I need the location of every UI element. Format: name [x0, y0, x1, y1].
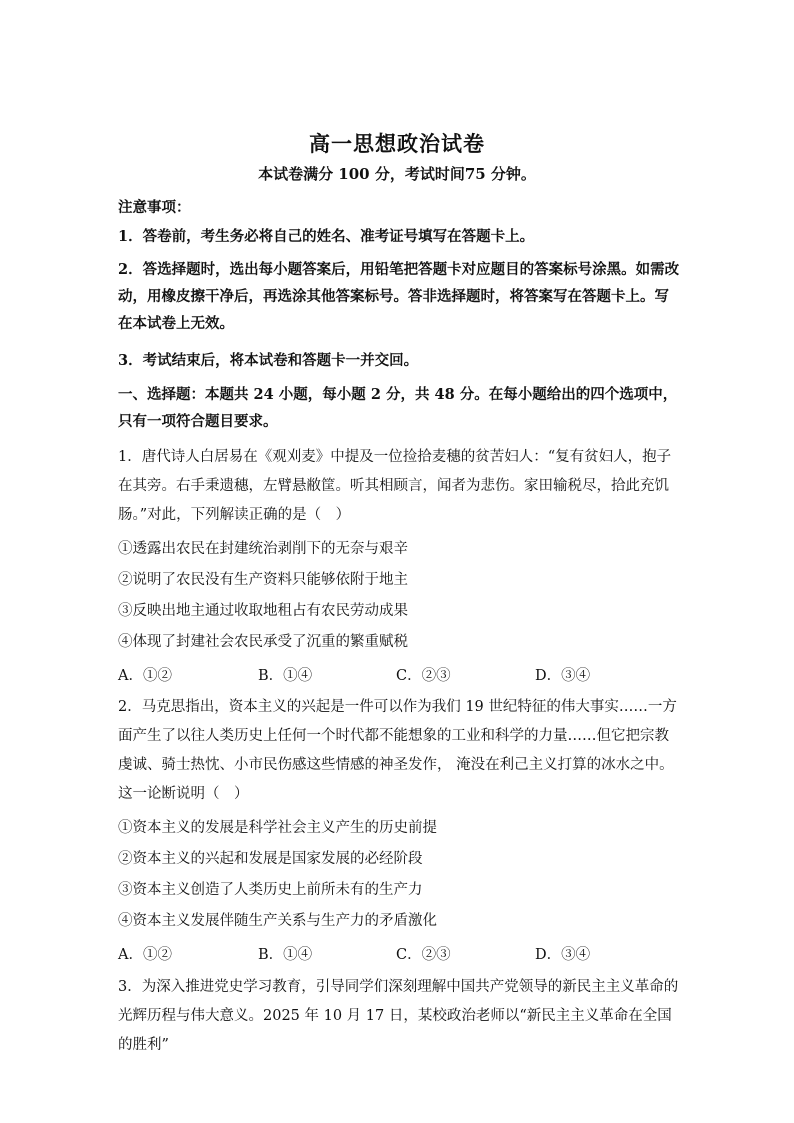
- question-1-statement-2: ②说明了农民没有生产资料只能够依附于地主: [118, 572, 408, 588]
- question-1-statement-3: ③反映出地主通过收取地租占有农民劳动成果: [118, 603, 408, 619]
- notice-item-3: 3．考试结束后，将本试卷和答题卡一并交回。: [118, 352, 419, 369]
- question-1-statement-1: ①透露出农民在封建统治剥削下的无奈与艰辛: [118, 541, 408, 557]
- question-1-choices: [118, 664, 683, 686]
- choice-a: A．①②: [118, 947, 172, 963]
- question-3-stem: 3．为深入推进党史学习教育，引导同学们深刻理解中国共产党领导的新民主主义革命的光辉历程与伟大意义。2025 年 10 月 17 日，某校政治老师以“新民主主义革命在全国的胜利”: [118, 979, 679, 1053]
- question-2-choices: [118, 943, 683, 965]
- question-2-statement-1: ①资本主义的发展是科学社会主义产生的历史前提: [118, 820, 437, 836]
- notice-item-2: 2．答选择题时，选出每小题答案后，用铅笔把答题卡对应题目的答案标号涂黑。如需改动，用橡皮擦干净后，再选涂其他答案标号。答非选择题时，将答案写在答题卡上。写在本试卷上无效。: [118, 261, 680, 332]
- choice-d: D．③④: [535, 947, 591, 963]
- section-heading: 一、选择题：本题共 24 小题，每小题 2 分，共 48 分。在每小题给出的四个选项中，只有一项符合题目要求。: [118, 386, 678, 430]
- choice-c: C．②③: [396, 668, 451, 684]
- question-2-statement-3: ③资本主义创造了人类历史上前所未有的生产力: [118, 882, 423, 898]
- notice-item-1: 1．答卷前，考生务必将自己的姓名、准考证号填写在答题卡上。: [118, 228, 535, 245]
- question-1-statement-4: ④体现了封建社会农民承受了沉重的繁重赋税: [118, 634, 408, 650]
- question-2-stem: 2．马克思指出，资本主义的兴起是一件可以作为我们 19 世纪特征的伟大事实……一方面产生了以往人类历史上任何一个时代都不能想象的工业和科学的力量……但它把宗教虔诚、骑士热忱、小市民伤感这些情感的神圣发作， 淹没在利己主义打算的冰水之中。这一论断说明（ ）: [118, 699, 677, 802]
- choice-c: C．②③: [396, 947, 451, 963]
- exam-info: 本试卷满分 100 分，考试时间75 分钟。: [258, 165, 536, 183]
- choice-b: B．①④: [258, 668, 313, 684]
- choice-a: A．①②: [118, 668, 172, 684]
- notice-heading: 注意事项：: [118, 199, 191, 216]
- question-2-statement-4: ④资本主义发展伴随生产关系与生产力的矛盾激化: [118, 913, 437, 929]
- question-2-statement-2: ②资本主义的兴起和发展是国家发展的必经阶段: [118, 851, 423, 867]
- choice-d: D．③④: [535, 668, 591, 684]
- question-1-stem: 1．唐代诗人白居易在《观刈麦》中提及一位捡拾麦穗的贫苦妇人：“复有贫妇人，抱子在其旁。右手秉遗穗，左臂悬敝筐。听其相顾言，闻者为悲伤。家田输税尽，拾此充饥肠。”对此，下列解读正确的是（ ）: [118, 449, 672, 523]
- choice-b: B．①④: [258, 947, 313, 963]
- page-title: 高一思想政治试卷: [309, 131, 485, 156]
